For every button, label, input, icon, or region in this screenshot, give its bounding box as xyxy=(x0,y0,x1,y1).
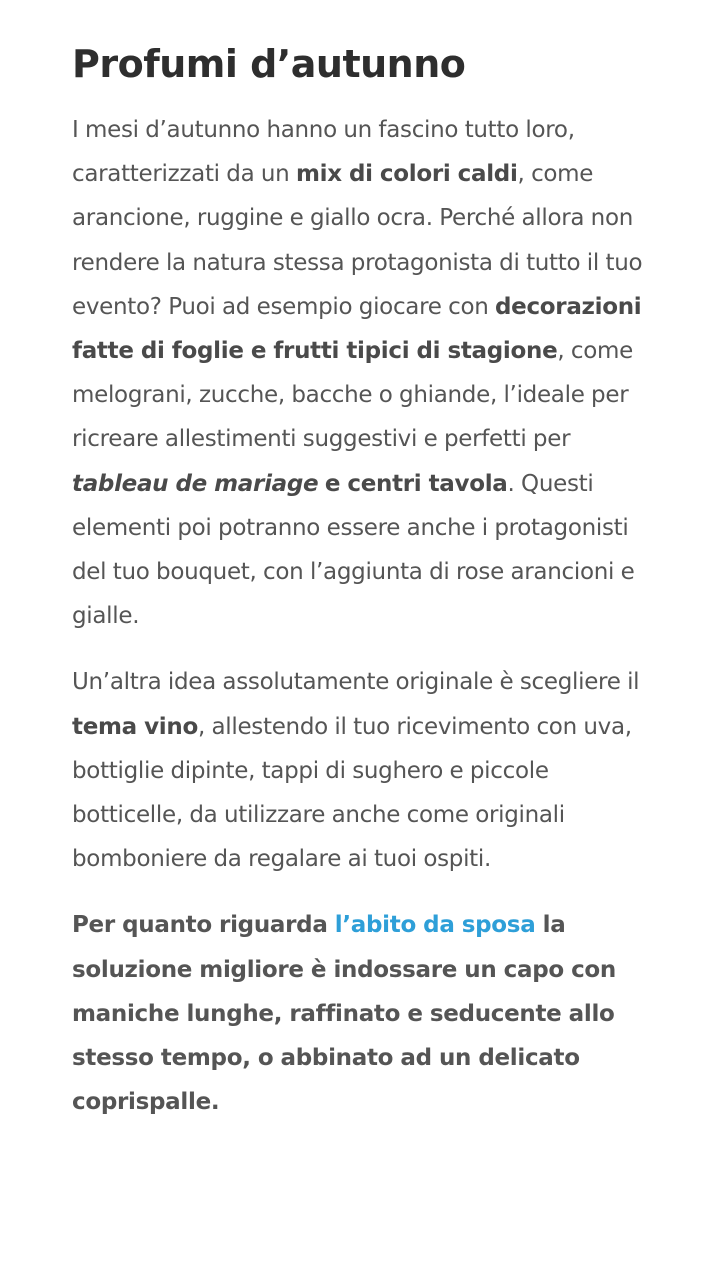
paragraph-2-text-1: Un’altra idea assolutamente originale è scegliere il xyxy=(72,669,640,696)
paragraph-2 xyxy=(72,660,652,881)
paragraph-1-bold-2: decorazioni fatte di foglie e frutti tipici di stagione xyxy=(72,293,642,365)
article xyxy=(72,30,652,1146)
paragraph-3-text-1: Per quanto riguarda xyxy=(72,912,335,939)
abito-da-sposa-link[interactable]: l’abito da sposa xyxy=(334,912,536,939)
paragraph-1-text-5: . Questi elementi poi potranno essere anche i protagonisti del tuo bouquet, con l’aggiunta di rose arancioni e gialle. xyxy=(72,470,635,630)
paragraph-1-text-1: I mesi d’autunno hanno un fascino tutto loro, caratterizzati da un xyxy=(72,117,575,188)
paragraph-3 xyxy=(72,903,652,1124)
paragraph-2-text-2: , allestendo il tuo ricevimento con uva, bottiglie dipinte, tappi di sughero e piccole botticelle, da utilizzare anche come originali bomboniere da regalare ai tuoi ospiti. xyxy=(72,713,632,873)
paragraph-1-bold-3: e centri tavola xyxy=(324,470,508,497)
article-title: Profumi d’autunno xyxy=(72,42,466,86)
paragraph-1 xyxy=(72,108,652,638)
paragraph-1-text-2: , come arancione, ruggine e giallo ocra. Perché allora non rendere la natura stessa protagonista di tutto il tuo evento? Puoi ad esempio giocare con xyxy=(72,161,643,320)
paragraph-1-bold-italic-1: tableau de mariage xyxy=(72,470,319,497)
paragraph-3-text-2: la soluzione migliore è indossare un capo con maniche lunghe, raffinato e seducente allo stesso tempo, o abbinato ad un delicato coprispalle. xyxy=(72,912,617,1116)
paragraph-1-bold-1: mix di colori caldi xyxy=(295,161,518,188)
paragraph-2-bold-1: tema vino xyxy=(72,713,198,740)
paragraph-1-text-3: , come melograni, zucche, bacche o ghiande, l’ideale per ricreare allestimenti suggestivi e perfetti per xyxy=(72,338,633,453)
